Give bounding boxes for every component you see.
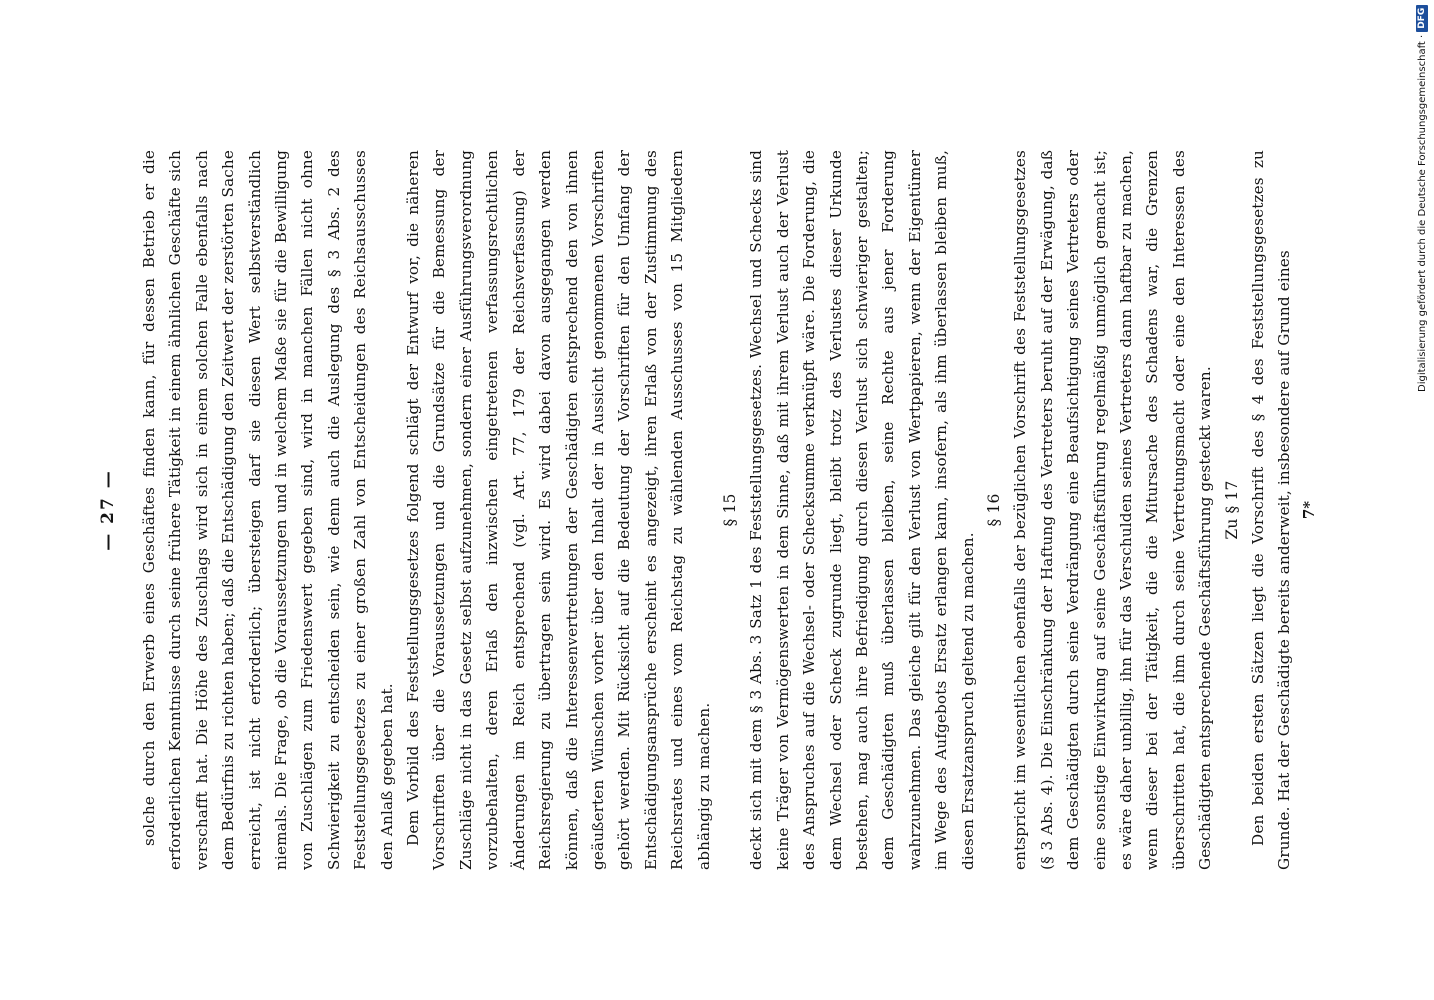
document-page (98, 150, 1318, 870)
paragraph-draft-regulations: Dem Vorbild des Feststellungsgesetzes folgend schlägt der Entwurf vor, die näheren Vorschriften über die Voraussetzungen und die Grundsätze für die Bemessung der Zuschläge nicht in das Gesetz selbst aufzunehmen, sondern einer Ausführungsverordnung vorzubehalten, deren Erlaß den inzwischen eingetretenen verfassungsrechtlichen Änderungen im Reich entsprechend (vgl. Art. 77, 179 der Reichsverfassung) der Reichsregierung zu übertragen sein wird. Es wird dabei davon ausgegangen werden können, daß die Interessenvertretungen der Geschädigten entsprechend den von ihnen geäußerten Wünschen vorher über den Inhalt der in Aussicht genommenen Vorschriften gehört werden. Mit Rücksicht auf die Bedeutung der Vorschriften für den Umfang der Entschädigungsansprüche erscheint es angezeigt, ihren Erlaß von der Zustimmung des Reichsrates und eines vom Reichstag zu wählenden Ausschusses von 15 Mitgliedern abhängig zu machen. (404, 150, 713, 870)
section-text-16: entspricht im wesentlichen ebenfalls der bezüglichen Vorschrift des Feststellungsgesetzes (§ 3 Abs. 4). Die Einschränkung der Haftung des Vertreters beruht auf der Erwägung, daß dem Geschädigten durch seine Verdrängung eine Beaufsichtigung seines Vertreters oder eine sonstige Einwirkung auf seine Geschäftsführung regelmäßig unmöglich gemacht ist; es wäre daher unbillig, ihn für das Verschulden seines Vertreters dann haftbar zu machen, wenn dieser bei der Tätigkeit, die die Mitursache des Schadens war, die Grenzen überschritten hat, die ihm durch seine Vertretungsmacht oder eine den Interessen des Geschädigten entsprechende Geschäftsführung gesteckt waren. (1011, 150, 1215, 870)
section-text-15: deckt sich mit dem § 3 Abs. 3 Satz 1 des Feststellungsgesetzes. Wechsel und Schecks sind keine Träger von Vermögenswerten in dem Sinne, daß mit ihrem Verlust auch der Verlust des Anspruches auf die Wechsel- oder Schecksumme verknüpft wäre. Die Forderung, die dem Wechsel oder Scheck zugrunde liegt, bleibt trotz des Verlustes dieser Urkunde bestehen, mag auch ihre Befriedigung durch diesen Verlust sich schwieriger gestalten; dem Geschädigten muß überlassen bleiben, seine Rechte aus jener Forderung wahrzunehmen. Das gleiche gilt für den Verlust von Wertpapieren, wenn der Eigentümer im Wege des Aufgebots Ersatz erlangen kann, insofern, als ihm überlassen bleiben muß, diesen Ersatzanspruch geltend zu machen. (747, 150, 977, 870)
section-heading-15: § 15 (720, 493, 739, 527)
credit-text: Digitalisierung gefördert durch die Deutsche Forschungsgemeinschaft · (1416, 34, 1428, 392)
dfg-logo-icon: DFG (1416, 5, 1428, 32)
paragraph-continuation: solche durch den Erwerb eines Geschäftes finden kann, für dessen Betrieb er die erforderlichen Kenntnisse durch seine frühere Tätigkeit in einem ähnlichen Geschäfte sich verschafft hat. Die Höhe des Zuschlags wird sich in einem solchen Falle ebenfalls nach dem Bedürfnis zu richten haben; daß die Entschädigung den Zeitwert der zerstörten Sache erreicht, ist nicht erforderlich; übersteigen darf sie diesen Wert selbstverständlich niemals. Die Frage, ob die Voraussetzungen und in welchem Maße sie für die Bewilligung von Zuschlägen zum Friedenswert gegeben sind, wird in manchen Fällen nicht ohne Schwierigkeit zu entscheiden sein, wie denn auch die Auslegung des § 3 Abs. 2 des Feststellungsgesetzes zu einer großen Zahl von Entscheidungen des Reichsausschusses den Anlaß gegeben hat. (140, 150, 396, 870)
digitization-credit (1416, 5, 1428, 392)
signature-mark: 7* (1299, 500, 1318, 520)
section-text-17: Den beiden ersten Sätzen liegt die Vorschrift des § 4 des Feststellungsgesetzes zu Grunde. Hat der Geschädigte bereits anderweit, insbesondere auf Grund eines (1249, 150, 1294, 870)
page-number: — 27 — (98, 469, 118, 551)
section-heading-17: Zu § 17 (1222, 480, 1241, 540)
section-heading-16: § 16 (985, 493, 1003, 527)
body-text (136, 150, 1298, 870)
